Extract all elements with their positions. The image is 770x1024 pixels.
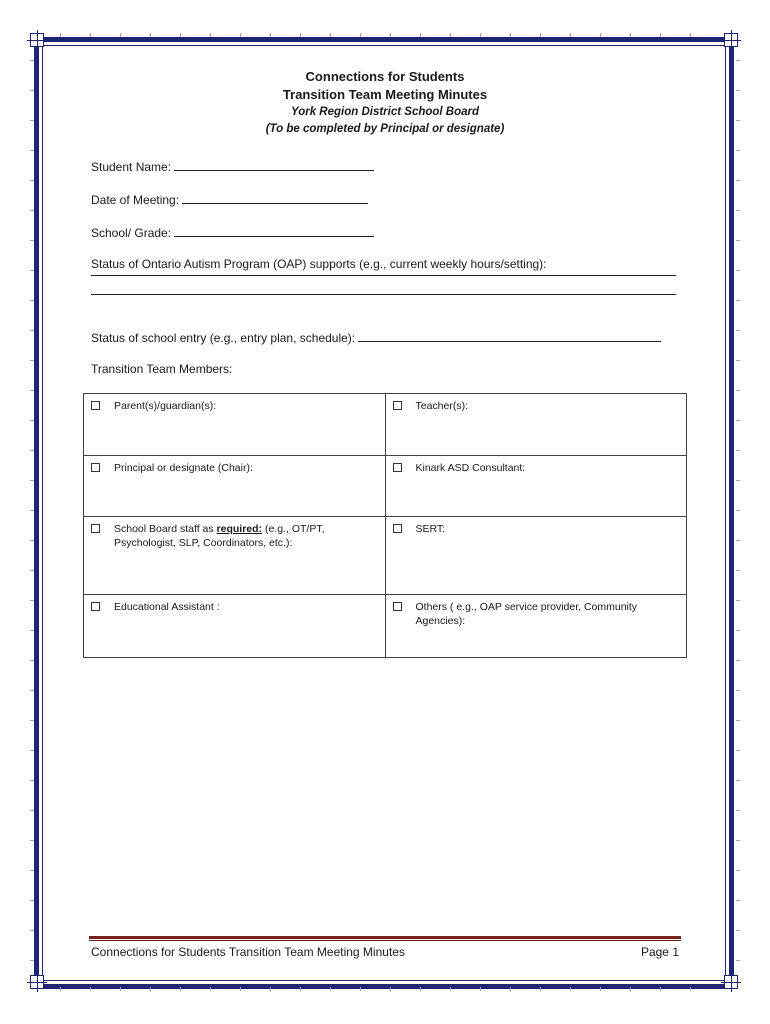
board-staff-checkbox[interactable]: [91, 524, 100, 533]
corner-ornament-bottom-right: [724, 975, 738, 989]
table-cell: [84, 456, 386, 517]
table-cell: [84, 394, 386, 456]
document-title: Connections for Students: [305, 69, 465, 84]
others-checkbox[interactable]: [393, 602, 402, 611]
corner-ornament-top-right: [724, 33, 738, 47]
teacher-checkbox[interactable]: [393, 401, 402, 410]
footer-document-name: Connections for Students Transition Team Meeting Minutes: [91, 945, 405, 959]
teacher-label: Teacher(s):: [415, 400, 469, 412]
ea-label: Educational Assistant :: [114, 601, 220, 613]
border-ticks-left: [30, 60, 34, 970]
student-name-line[interactable]: [174, 158, 374, 171]
border-ticks-top: [60, 33, 710, 37]
oap-status-line-2[interactable]: [91, 294, 676, 295]
completion-note: (To be completed by Principal or designate): [265, 123, 505, 135]
school-grade-line[interactable]: [174, 224, 374, 237]
school-entry-row: [91, 329, 661, 345]
table-cell: [385, 394, 687, 456]
principal-label: Principal or designate (Chair):: [114, 462, 253, 474]
board-name: York Region District School Board: [290, 106, 480, 118]
footer-rule: [89, 936, 681, 939]
school-grade-label: School/ Grade:: [91, 226, 172, 240]
oap-status-label: Status of Ontario Autism Program (OAP) supports (e.g., current weekly hours/setting):: [91, 257, 547, 271]
table-row: [84, 595, 687, 658]
oap-status-line-1[interactable]: [91, 275, 676, 276]
kinark-checkbox[interactable]: [393, 463, 402, 472]
team-members-table: [83, 393, 687, 658]
student-name-label: Student Name:: [91, 160, 172, 174]
table-row: [84, 394, 687, 456]
parent-checkbox[interactable]: [91, 401, 100, 410]
date-of-meeting-row: [91, 191, 368, 207]
document-subtitle: Transition Team Meeting Minutes: [282, 87, 488, 102]
table-cell: [84, 517, 386, 595]
school-entry-label: Status of school entry (e.g., entry plan, schedule):: [91, 331, 356, 345]
corner-ornament-bottom-left: [30, 975, 44, 989]
team-members-label: Transition Team Members:: [91, 362, 233, 376]
table-row: [84, 456, 687, 517]
others-label: Others ( e.g., OAP service provider, Community Agencies):: [415, 601, 638, 627]
student-name-row: [91, 158, 374, 174]
sert-checkbox[interactable]: [393, 524, 402, 533]
date-of-meeting-line[interactable]: [182, 191, 368, 204]
footer-page-number: Page 1: [640, 945, 679, 959]
table-cell: [385, 456, 687, 517]
board-staff-label-post: (e.g., OT/PT, Psychologist, SLP, Coordinators, etc.):: [114, 523, 325, 549]
table-row: [84, 517, 687, 595]
title-block: [0, 68, 770, 138]
school-grade-row: [91, 224, 374, 240]
sert-label: SERT:: [415, 523, 446, 535]
board-staff-label: [114, 522, 379, 550]
border-ticks-bottom: [60, 987, 710, 991]
principal-checkbox[interactable]: [91, 463, 100, 472]
parent-label: Parent(s)/guardian(s):: [114, 400, 217, 412]
footer-rule-thin: [89, 940, 681, 941]
date-of-meeting-label: Date of Meeting:: [91, 193, 180, 207]
kinark-label: Kinark ASD Consultant:: [415, 462, 526, 474]
ea-checkbox[interactable]: [91, 602, 100, 611]
board-staff-label-pre: School Board staff as: [114, 523, 217, 535]
corner-ornament-top-left: [30, 33, 44, 47]
border-ticks-right: [736, 60, 740, 970]
table-cell: [385, 595, 687, 658]
board-staff-required: required:: [216, 523, 263, 535]
table-cell: [84, 595, 386, 658]
table-cell: [385, 517, 687, 595]
school-entry-line[interactable]: [358, 329, 661, 342]
